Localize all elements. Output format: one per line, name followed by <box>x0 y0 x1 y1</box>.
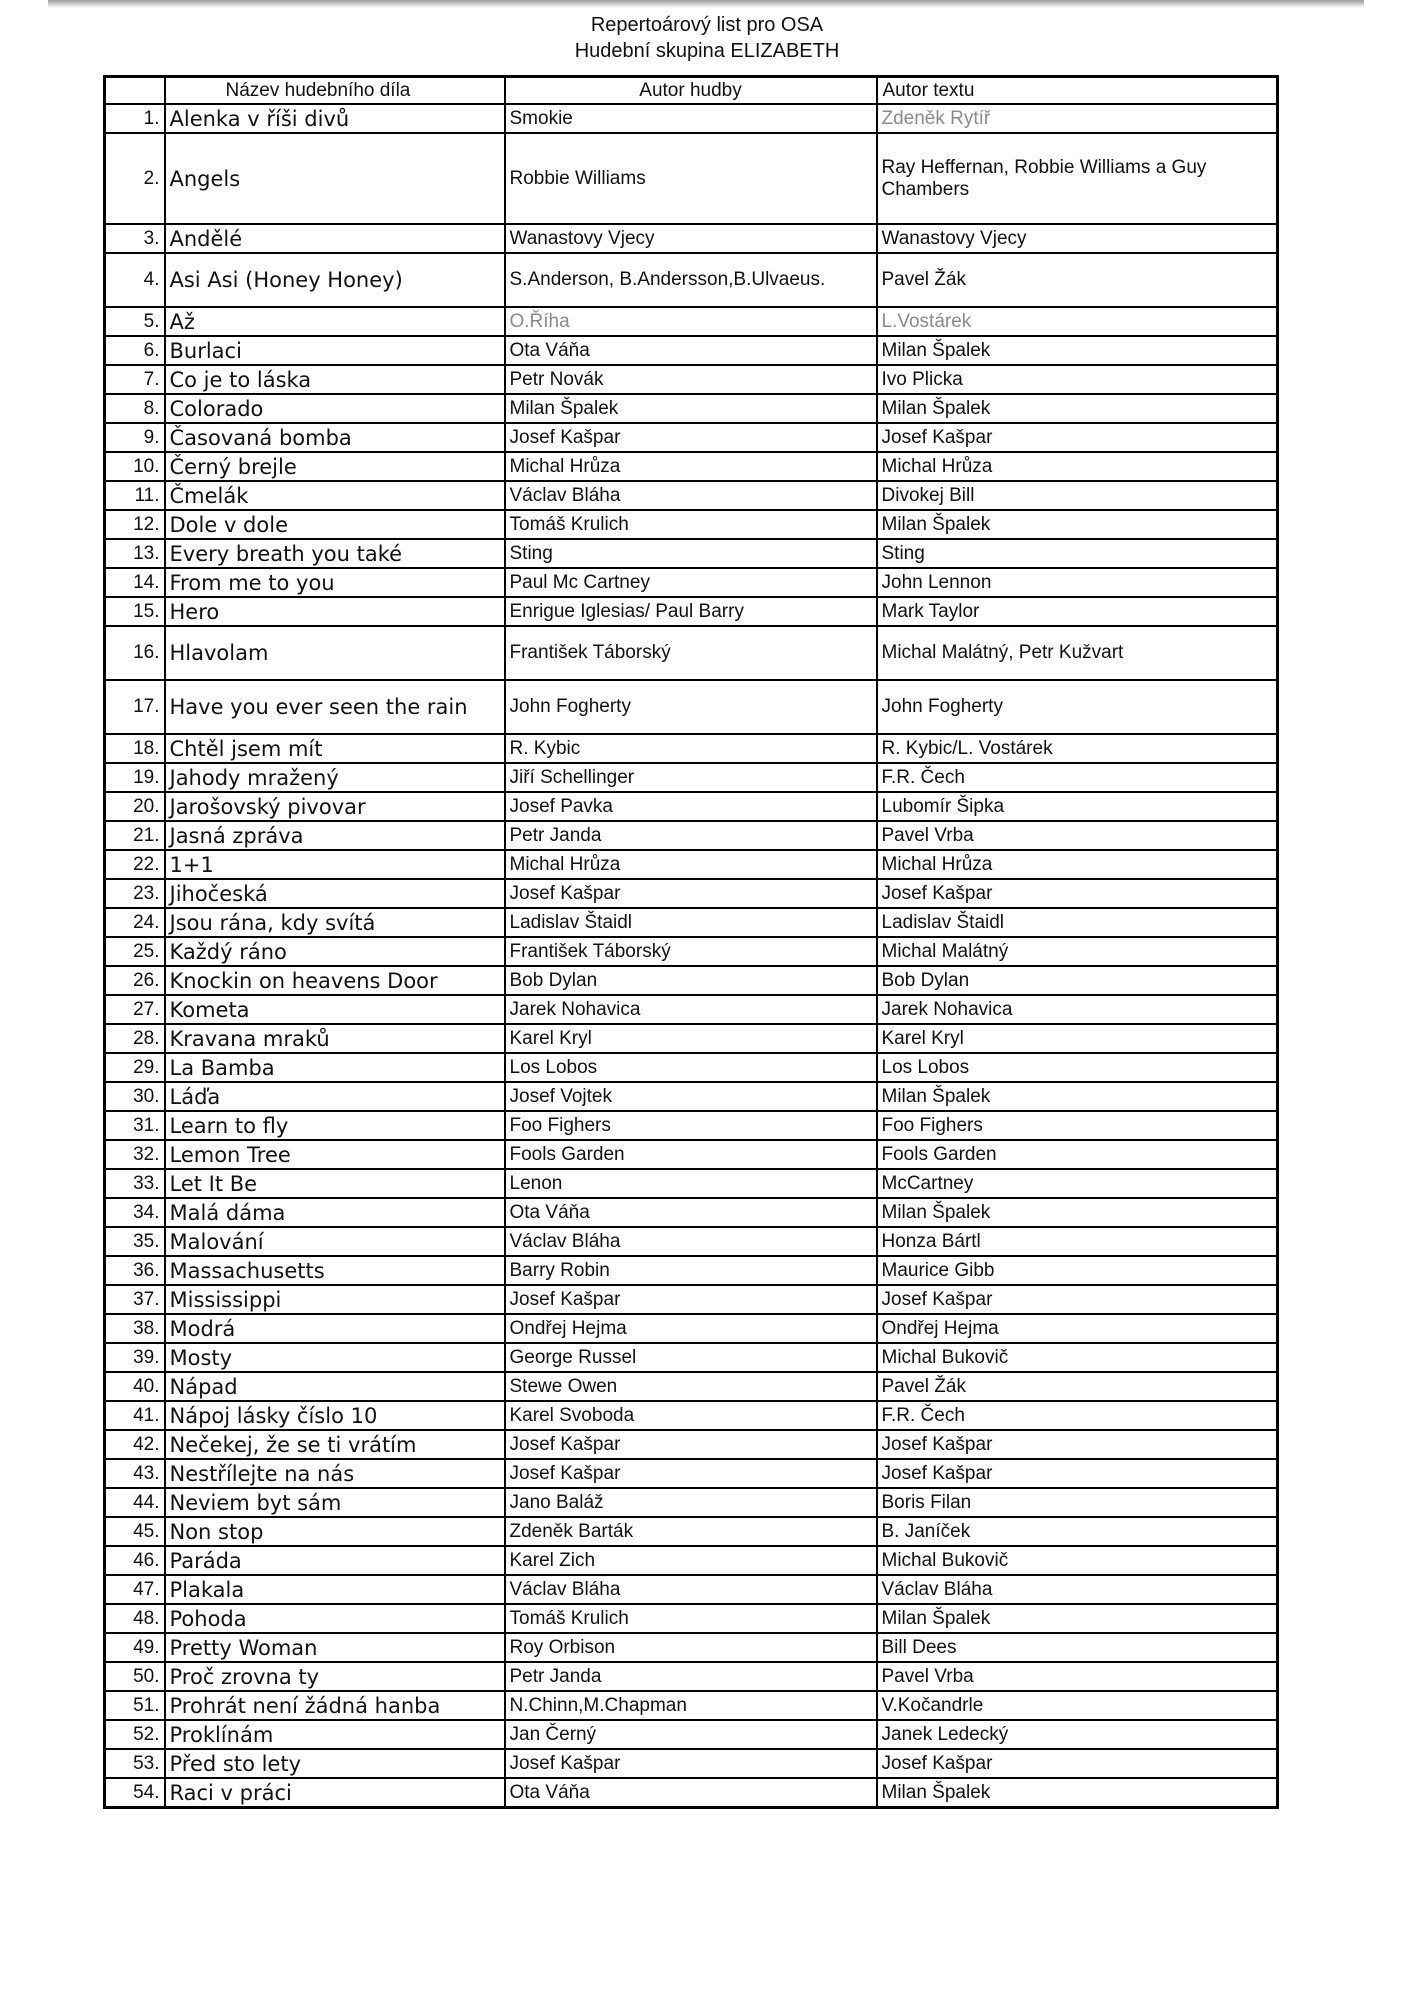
music-author: John Fogherty <box>505 680 877 734</box>
row-number: 35. <box>105 1227 165 1256</box>
song-title: Knockin on heavens Door <box>165 966 505 995</box>
row-number: 6. <box>105 336 165 365</box>
song-title: Neviem byt sám <box>165 1488 505 1517</box>
row-number: 26. <box>105 966 165 995</box>
row-number: 38. <box>105 1314 165 1343</box>
song-title: Have you ever seen the rain <box>165 680 505 734</box>
lyrics-author: Milan Špalek <box>877 394 1278 423</box>
row-number: 3. <box>105 224 165 253</box>
music-author: Fools Garden <box>505 1140 877 1169</box>
music-author: Enrigue Iglesias/ Paul Barry <box>505 597 877 626</box>
row-number: 43. <box>105 1459 165 1488</box>
table-row <box>105 908 1278 937</box>
music-author: Josef Vojtek <box>505 1082 877 1111</box>
song-title: Raci v práci <box>165 1778 505 1808</box>
music-author: Jano Baláž <box>505 1488 877 1517</box>
lyrics-author: Ondřej Hejma <box>877 1314 1278 1343</box>
lyrics-author: Foo Fighers <box>877 1111 1278 1140</box>
song-title: Nestřílejte na nás <box>165 1459 505 1488</box>
lyrics-author: B. Janíček <box>877 1517 1278 1546</box>
table-row <box>105 1169 1278 1198</box>
table-row <box>105 1575 1278 1604</box>
row-number: 19. <box>105 763 165 792</box>
table-row <box>105 224 1278 253</box>
row-number: 5. <box>105 307 165 336</box>
music-author: Stewe Owen <box>505 1372 877 1401</box>
lyrics-author: Lubomír Šipka <box>877 792 1278 821</box>
song-title: Lemon Tree <box>165 1140 505 1169</box>
lyrics-author: Janek Ledecký <box>877 1720 1278 1749</box>
song-title: Dole v dole <box>165 510 505 539</box>
row-number: 33. <box>105 1169 165 1198</box>
song-title: Asi Asi (Honey Honey) <box>165 253 505 307</box>
row-number: 10. <box>105 452 165 481</box>
table-row <box>105 253 1278 307</box>
table-row <box>105 879 1278 908</box>
lyrics-author: Michal Malátný, Petr Kužvart <box>877 626 1278 680</box>
table-row <box>105 1053 1278 1082</box>
table-row <box>105 1372 1278 1401</box>
table-row <box>105 1285 1278 1314</box>
song-title: Láďa <box>165 1082 505 1111</box>
music-author: R. Kybic <box>505 734 877 763</box>
lyrics-author: Jarek Nohavica <box>877 995 1278 1024</box>
music-author: George Russel <box>505 1343 877 1372</box>
table-row <box>105 1459 1278 1488</box>
music-author: Karel Svoboda <box>505 1401 877 1430</box>
music-author: Smokie <box>505 104 877 133</box>
row-number: 49. <box>105 1633 165 1662</box>
song-title: Paráda <box>165 1546 505 1575</box>
song-title: Plakala <box>165 1575 505 1604</box>
song-title: Jihočeská <box>165 879 505 908</box>
lyrics-author: Josef Kašpar <box>877 879 1278 908</box>
music-author: Tomáš Krulich <box>505 1604 877 1633</box>
song-title: La Bamba <box>165 1053 505 1082</box>
header-title: Název hudebního díla <box>165 77 505 105</box>
song-title: Jahody mražený <box>165 763 505 792</box>
music-author: Josef Pavka <box>505 792 877 821</box>
table-row <box>105 821 1278 850</box>
lyrics-author: Pavel Vrba <box>877 1662 1278 1691</box>
music-author: Bob Dylan <box>505 966 877 995</box>
row-number: 24. <box>105 908 165 937</box>
song-title: Malá dáma <box>165 1198 505 1227</box>
lyrics-author: L.Vostárek <box>877 307 1278 336</box>
table-row <box>105 539 1278 568</box>
music-author: Lenon <box>505 1169 877 1198</box>
lyrics-author: V.Kočandrle <box>877 1691 1278 1720</box>
music-author: Zdeněk Barták <box>505 1517 877 1546</box>
song-title: Massachusetts <box>165 1256 505 1285</box>
table-row <box>105 792 1278 821</box>
table-row <box>105 1314 1278 1343</box>
table-row <box>105 1488 1278 1517</box>
song-title: From me to you <box>165 568 505 597</box>
page-top-shadow <box>48 0 1364 8</box>
lyrics-author: F.R. Čech <box>877 763 1278 792</box>
lyrics-author: Bill Dees <box>877 1633 1278 1662</box>
song-title: Hlavolam <box>165 626 505 680</box>
table-row <box>105 1343 1278 1372</box>
lyrics-author: Ivo Plicka <box>877 365 1278 394</box>
song-title: Colorado <box>165 394 505 423</box>
row-number: 52. <box>105 1720 165 1749</box>
music-author: Michal Hrůza <box>505 850 877 879</box>
row-number: 28. <box>105 1024 165 1053</box>
table-body <box>105 104 1278 1808</box>
music-author: Václav Bláha <box>505 481 877 510</box>
table-row <box>105 734 1278 763</box>
table-row <box>105 1517 1278 1546</box>
lyrics-author: Fools Garden <box>877 1140 1278 1169</box>
document-subtitle: Hudební skupina ELIZABETH <box>574 40 840 62</box>
song-title: Čmelák <box>165 481 505 510</box>
row-number: 46. <box>105 1546 165 1575</box>
lyrics-author: Bob Dylan <box>877 966 1278 995</box>
header-lyrics-author: Autor textu <box>877 77 1278 105</box>
row-number: 17. <box>105 680 165 734</box>
table-row <box>105 1024 1278 1053</box>
row-number: 30. <box>105 1082 165 1111</box>
song-title: Černý brejle <box>165 452 505 481</box>
row-number: 12. <box>105 510 165 539</box>
music-author: Václav Bláha <box>505 1575 877 1604</box>
song-title: Burlaci <box>165 336 505 365</box>
row-number: 18. <box>105 734 165 763</box>
row-number: 42. <box>105 1430 165 1459</box>
song-title: Modrá <box>165 1314 505 1343</box>
row-number: 27. <box>105 995 165 1024</box>
music-author: Ondřej Hejma <box>505 1314 877 1343</box>
music-author: Robbie Williams <box>505 133 877 224</box>
row-number: 9. <box>105 423 165 452</box>
row-number: 1. <box>105 104 165 133</box>
lyrics-author: Wanastovy Vjecy <box>877 224 1278 253</box>
row-number: 22. <box>105 850 165 879</box>
row-number: 15. <box>105 597 165 626</box>
table-row <box>105 680 1278 734</box>
table-row <box>105 850 1278 879</box>
song-title: Jasná zpráva <box>165 821 505 850</box>
row-number: 7. <box>105 365 165 394</box>
row-number: 14. <box>105 568 165 597</box>
lyrics-author: Josef Kašpar <box>877 1285 1278 1314</box>
row-number: 37. <box>105 1285 165 1314</box>
row-number: 44. <box>105 1488 165 1517</box>
table-row <box>105 452 1278 481</box>
lyrics-author: Maurice Gibb <box>877 1256 1278 1285</box>
table-row <box>105 1082 1278 1111</box>
song-title: Proč zrovna ty <box>165 1662 505 1691</box>
table-row <box>105 133 1278 224</box>
lyrics-author: Mark Taylor <box>877 597 1278 626</box>
music-author: Josef Kašpar <box>505 1430 877 1459</box>
song-title: Malování <box>165 1227 505 1256</box>
song-title: Learn to fly <box>165 1111 505 1140</box>
row-number: 47. <box>105 1575 165 1604</box>
lyrics-author: Michal Hrůza <box>877 452 1278 481</box>
table-row <box>105 1430 1278 1459</box>
song-title: Kometa <box>165 995 505 1024</box>
music-author: O.Říha <box>505 307 877 336</box>
lyrics-author: Michal Hrůza <box>877 850 1278 879</box>
music-author: Petr Janda <box>505 1662 877 1691</box>
row-number: 41. <box>105 1401 165 1430</box>
lyrics-author: Michal Malátný <box>877 937 1278 966</box>
music-author: Wanastovy Vjecy <box>505 224 877 253</box>
lyrics-author: Divokej Bill <box>877 481 1278 510</box>
row-number: 21. <box>105 821 165 850</box>
table-row <box>105 937 1278 966</box>
lyrics-author: R. Kybic/L. Vostárek <box>877 734 1278 763</box>
table-row <box>105 307 1278 336</box>
row-number: 54. <box>105 1778 165 1808</box>
lyrics-author: Josef Kašpar <box>877 1430 1278 1459</box>
song-title: Kravana mraků <box>165 1024 505 1053</box>
song-title: 1+1 <box>165 850 505 879</box>
music-author: Ladislav Štaidl <box>505 908 877 937</box>
row-number: 8. <box>105 394 165 423</box>
row-number: 51. <box>105 1691 165 1720</box>
lyrics-author: Milan Špalek <box>877 1778 1278 1808</box>
table-row <box>105 336 1278 365</box>
row-number: 50. <box>105 1662 165 1691</box>
table-row <box>105 1401 1278 1430</box>
song-title: Let It Be <box>165 1169 505 1198</box>
table-row <box>105 1749 1278 1778</box>
music-author: S.Anderson, B.Andersson,B.Ulvaeus. <box>505 253 877 307</box>
row-number: 40. <box>105 1372 165 1401</box>
music-author: N.Chinn,M.Chapman <box>505 1691 877 1720</box>
song-title: Pohoda <box>165 1604 505 1633</box>
table-row <box>105 1691 1278 1720</box>
table-row <box>105 1140 1278 1169</box>
song-title: Alenka v říši divů <box>165 104 505 133</box>
lyrics-author: Josef Kašpar <box>877 423 1278 452</box>
table-row <box>105 510 1278 539</box>
music-author: Josef Kašpar <box>505 879 877 908</box>
lyrics-author: Sting <box>877 539 1278 568</box>
lyrics-author: Pavel Žák <box>877 1372 1278 1401</box>
row-number: 23. <box>105 879 165 908</box>
music-author: Barry Robin <box>505 1256 877 1285</box>
music-author: Ota Váňa <box>505 1198 877 1227</box>
lyrics-author: Milan Špalek <box>877 336 1278 365</box>
music-author: Václav Bláha <box>505 1227 877 1256</box>
table-row <box>105 1778 1278 1808</box>
table-row <box>105 423 1278 452</box>
row-number: 34. <box>105 1198 165 1227</box>
row-number: 36. <box>105 1256 165 1285</box>
table-row <box>105 966 1278 995</box>
music-author: František Táborský <box>505 937 877 966</box>
table-row <box>105 1604 1278 1633</box>
row-number: 4. <box>105 253 165 307</box>
lyrics-author: Michal Bukovič <box>877 1343 1278 1372</box>
row-number: 2. <box>105 133 165 224</box>
music-author: Ota Váňa <box>505 336 877 365</box>
music-author: Milan Špalek <box>505 394 877 423</box>
lyrics-author: Pavel Žák <box>877 253 1278 307</box>
table-row <box>105 1633 1278 1662</box>
music-author: Los Lobos <box>505 1053 877 1082</box>
lyrics-author: Milan Špalek <box>877 1604 1278 1633</box>
table-header-row <box>105 77 1278 105</box>
table-row <box>105 1111 1278 1140</box>
table-row <box>105 568 1278 597</box>
music-author: Paul Mc Cartney <box>505 568 877 597</box>
music-author: Karel Kryl <box>505 1024 877 1053</box>
song-title: Co je to láska <box>165 365 505 394</box>
song-title: Nápad <box>165 1372 505 1401</box>
table-row <box>105 1198 1278 1227</box>
table-row <box>105 1546 1278 1575</box>
row-number: 11. <box>105 481 165 510</box>
music-author: Michal Hrůza <box>505 452 877 481</box>
table-row <box>105 1662 1278 1691</box>
song-title: Mosty <box>165 1343 505 1372</box>
music-author: Petr Novák <box>505 365 877 394</box>
table-row <box>105 394 1278 423</box>
table-row <box>105 597 1278 626</box>
row-number: 53. <box>105 1749 165 1778</box>
lyrics-author: Josef Kašpar <box>877 1459 1278 1488</box>
table-row <box>105 1256 1278 1285</box>
document-header <box>0 12 1414 64</box>
music-author: Roy Orbison <box>505 1633 877 1662</box>
song-title: Chtěl jsem mít <box>165 734 505 763</box>
lyrics-author: Zdeněk Rytíř <box>877 104 1278 133</box>
table-row <box>105 365 1278 394</box>
song-title: Až <box>165 307 505 336</box>
lyrics-author: Václav Bláha <box>877 1575 1278 1604</box>
lyrics-author: John Lennon <box>877 568 1278 597</box>
lyrics-author: Los Lobos <box>877 1053 1278 1082</box>
lyrics-author: Ladislav Štaidl <box>877 908 1278 937</box>
song-title: Hero <box>165 597 505 626</box>
lyrics-author: Milan Špalek <box>877 1082 1278 1111</box>
music-author: Josef Kašpar <box>505 1285 877 1314</box>
song-title: Mississippi <box>165 1285 505 1314</box>
header-music-author: Autor hudby <box>505 77 877 105</box>
song-title: Každý ráno <box>165 937 505 966</box>
table-row <box>105 995 1278 1024</box>
song-title: Angels <box>165 133 505 224</box>
row-number: 13. <box>105 539 165 568</box>
song-title: Non stop <box>165 1517 505 1546</box>
song-title: Jarošovský pivovar <box>165 792 505 821</box>
lyrics-author: Michal Bukovič <box>877 1546 1278 1575</box>
lyrics-author: Milan Špalek <box>877 510 1278 539</box>
song-title: Před sto lety <box>165 1749 505 1778</box>
lyrics-author: F.R. Čech <box>877 1401 1278 1430</box>
table-row <box>105 104 1278 133</box>
music-author: Jiří Schellinger <box>505 763 877 792</box>
lyrics-author: Milan Špalek <box>877 1198 1278 1227</box>
row-number: 20. <box>105 792 165 821</box>
row-number: 32. <box>105 1140 165 1169</box>
music-author: Karel Zich <box>505 1546 877 1575</box>
row-number: 16. <box>105 626 165 680</box>
song-title: Nečekej, že se ti vrátím <box>165 1430 505 1459</box>
table-row <box>105 626 1278 680</box>
lyrics-author: John Fogherty <box>877 680 1278 734</box>
row-number: 45. <box>105 1517 165 1546</box>
music-author: Jarek Nohavica <box>505 995 877 1024</box>
lyrics-author: McCartney <box>877 1169 1278 1198</box>
music-author: Josef Kašpar <box>505 1749 877 1778</box>
song-title: Pretty Woman <box>165 1633 505 1662</box>
song-title: Every breath you také <box>165 539 505 568</box>
row-number: 25. <box>105 937 165 966</box>
document-title: Repertoárový list pro OSA <box>590 14 824 36</box>
lyrics-author: Boris Filan <box>877 1488 1278 1517</box>
song-title: Nápoj lásky číslo 10 <box>165 1401 505 1430</box>
music-author: Sting <box>505 539 877 568</box>
row-number: 48. <box>105 1604 165 1633</box>
music-author: Jan Černý <box>505 1720 877 1749</box>
music-author: František Táborský <box>505 626 877 680</box>
lyrics-author: Honza Bártl <box>877 1227 1278 1256</box>
song-title: Prohrát není žádná hanba <box>165 1691 505 1720</box>
table-row <box>105 763 1278 792</box>
table-row <box>105 481 1278 510</box>
header-number <box>105 77 165 105</box>
table-row <box>105 1720 1278 1749</box>
music-author: Josef Kašpar <box>505 1459 877 1488</box>
row-number: 29. <box>105 1053 165 1082</box>
lyrics-author: Josef Kašpar <box>877 1749 1278 1778</box>
row-number: 39. <box>105 1343 165 1372</box>
table-row <box>105 1227 1278 1256</box>
row-number: 31. <box>105 1111 165 1140</box>
song-title: Časovaná bomba <box>165 423 505 452</box>
lyrics-author: Pavel Vrba <box>877 821 1278 850</box>
music-author: Ota Váňa <box>505 1778 877 1808</box>
song-title: Proklínám <box>165 1720 505 1749</box>
music-author: Foo Fighers <box>505 1111 877 1140</box>
repertoire-table <box>103 75 1279 1809</box>
music-author: Josef Kašpar <box>505 423 877 452</box>
music-author: Tomáš Krulich <box>505 510 877 539</box>
lyrics-author: Karel Kryl <box>877 1024 1278 1053</box>
song-title: Andělé <box>165 224 505 253</box>
lyrics-author: Ray Heffernan, Robbie Williams a Guy Chambers <box>877 133 1278 224</box>
music-author: Petr Janda <box>505 821 877 850</box>
song-title: Jsou rána, kdy svítá <box>165 908 505 937</box>
